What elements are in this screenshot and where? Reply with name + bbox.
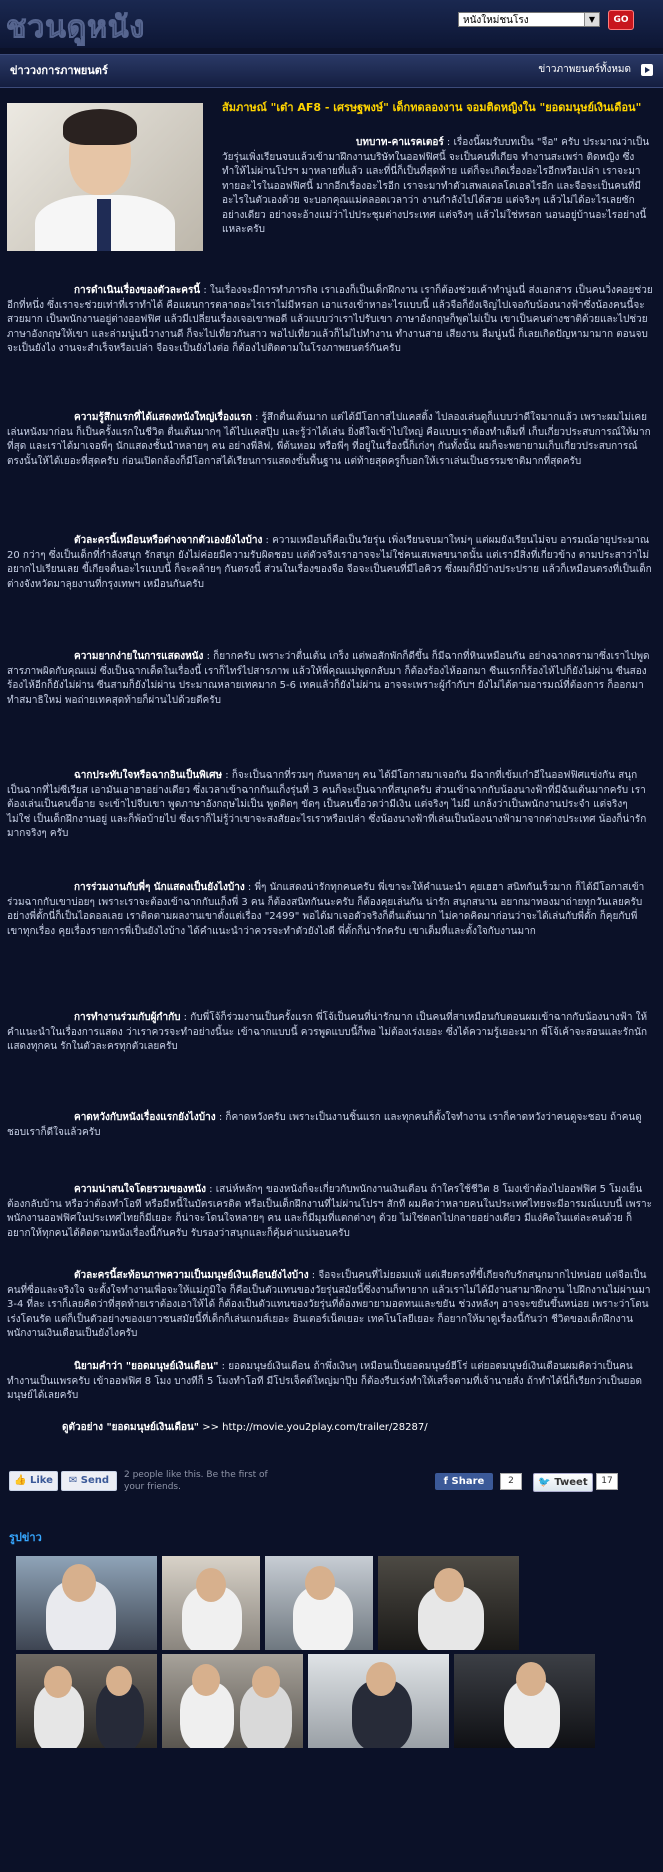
qa-paragraph: [7, 1269, 653, 1342]
trailer-arrow: >>: [202, 1422, 219, 1433]
qa-paragraph: [7, 1183, 653, 1241]
thumbs-up-icon: 👍: [14, 1475, 27, 1486]
chevron-down-icon[interactable]: ▼: [584, 13, 599, 26]
thumb-face: [516, 1662, 546, 1696]
answer: : ในเรื่องจะมีการทำภารกิจ เราเองก็เป็นเด็กฝึกงาน เราก็ต้องช่วยเค้าทำนู่นนี่ ส่งเอกสาร เป็นคนวิ่งคอยช่วยอีกที่หนึ่ง ซึ่งเราจะช่วยเท่าที่เราทำได้ คือแผนการตลาดอะไรเราไม่มีหรอก เอาแรงเข้าหาอะไรแบบนี้ แล้วจือก็ยังเจิญไปเจอกับน้องนางฟ้าซึ่งน้องคนนี้จะสวยมาก เป็นพนักงานอยู่ต่างออฟฟิศ แล้วมีเปลี่ยนเรื่องเจอเขาพอดี แล้วแบบว่าเราไปรับเขา ภาษาอังกฤษก็พูดไม่เป็น เขาเป็นคนต่างชาติด้วยและไปช่วยภาษาอังกฤษให้เขา และล่ามนู่นนี่วางานดี ก็จะไปเที่ยวกันสาว พอไปเที่ยวแล้วก็ไม่ไปทำงาน ทำงานสาย เสียงาน ลืมนู่นนี่ ก็เลยเกิดปัญหามามาก ตอนจบจะเป็นยังไง งานจะสำเร็จหรือเปล่า จือจะเป็นยังไงต่อ ก็ต้องไปติดตามในโรงภาพยนตร์กันครับ: [7, 285, 653, 354]
question: ความน่าสนใจโดยรวมของหนัง: [74, 1184, 206, 1195]
thumb-face: [196, 1568, 226, 1602]
gallery-thumbnail[interactable]: [162, 1556, 260, 1650]
answer: : พี่ๆ นักแสดงน่ารักทุกคนครับ พี่เขาจะให้คำแนะนำ คุยเฮฮา สนิทกันเร็วมาก ก็ได้มีโอกาสเข้าร่วมฉากกับเขาบ่อยๆ เพราะเราจะต้องเข้าฉากกับแก็งพี่ 3 คน ก็ต้องสนิทกันนะครับ ก็ต้องคุยเล่นกัน น่ารัก สนุกสนาน อยากมาทองมาถ่ายทุกวันเลยครับ อย่างพี่ตั้กนี่ก็เป็นไอดอลเลย เราติดตามผลงานเขาตั้งแต่เรื่อง "2499" พอได้มาเจอตัวจริงก็ตื่นเต้นมาก ไม่คาดคิดมาก่อนว่าจะได้เล่นกับพี่ตั้ก ก็คุยกับพี่เขาทุกเรื่อง คุยเรื่องรายการพี่เป็นยังไงบ้าง ได้คำแนะนำว่าควรจะทำตัวยังไงดี พี่ตั้กก็น่ารักครับ เขาเต็มที่และตั้งใจกับงานมาก: [7, 882, 645, 937]
thumb-face: [366, 1662, 396, 1696]
answer: : รู้สึกตื่นเต้นมาก แต่ได้มีโอกาสไปแคสติ้ง ไปลองเล่นดูก็แบบว่าดีใจมากแล้ว เพราะผมไม่เคยเล่นหนังมาก่อน ก็เป็นครั้งแรกในชีวิต ตื่นเต้นมากๆ ได้ไปแคสปุ๊บ และรู้ว่าได้เล่น ยิ่งดีใจเข้าไปใหญ่ คือแบบเราต้องทำเต็มที่ เก็บเกี่ยวประสบการณ์ให้มากที่สุด และเราได้มาเจอพี่ๆ นักแสดงชั้นนำหลายๆ คน อย่างพี่ลิฟ, พี่ต้นหอม หรือพี่ๆ ที่อยู่ในเรื่องนี้ก็เก่งๆ กันทั้งนั้น ผมก็จะพยายามเก็บเกี่ยวประสบการณ์ตรงนั้นให้ได้เยอะที่สุดครับ ก่อนเปิดกล้องก็มีโอกาสได้เรียนการแสดงขั้นพื้นฐาน แต่ท้ายสุดครูก็บอกให้เราเล่นเป็นธรรมชาติมากที่สุดครับ: [7, 412, 651, 467]
question: ความยากง่ายในการแสดงหนัง: [74, 651, 204, 662]
category-select-value: หนังใหม่ชนโรง: [463, 15, 529, 26]
article-headline: สัมภาษณ์ "เต๋า AF8 - เศรษฐพงษ์" เด็กทดลองงาน จอมติดหญิงใน "ยอดมนุษย์เงินเดือน": [222, 101, 642, 114]
site-logo[interactable]: ชวนดูหนัง: [6, 10, 146, 45]
qa-paragraph: [7, 534, 653, 592]
gallery-thumbnail[interactable]: [162, 1654, 303, 1748]
question: ความรู้สึกแรกที่ได้แสดงหนังใหญ่เรื่องแรก: [74, 412, 252, 423]
question: การร่วมงานกับพี่ๆ นักแสดงเป็นยังไงบ้าง: [74, 882, 245, 893]
question: ตัวละครนี้เหมือนหรือต่างจากตัวเองยังไงบ้าง: [74, 535, 263, 546]
answer: : ก็ยากครับ เพราะว่าตื่นเต้น เกร็ง แต่พอสักพักก็ดีขึ้น ก็มีฉากที่หินเหมือนกัน อย่างฉากดรามาซึ่งเราไปพูดสารภาพผิดกับคุณแม่ ซึ่งเป็นฉากเด็ดในเรื่องนี้ เราก็ไทร์ไปสารภาพ แล้วให้พี่คุณแม่พูดกลับมา ก็ต้องร้องไห้ออกมา ซีนแรกก็ร้องไห้ไปก็ยังไม่ผ่าน ซีนสองร้องไห้อีกก็ยังไม่ผ่าน ซีนสามก็ยังไม่ผ่าน ประมาณหลายเทคมาก 5-6 เทคแล้วก็ยังไม่ผ่าน อาจจะเพราะผู้กำกับฯ ยังไม่ได้ตามอารมณ์ที่ต้องการ ก็ออกมาทำสมาธิใหม่ พอถ่ายเทคสุดท้ายก็ผ่านไปด้วยดีครับ: [7, 651, 650, 706]
section-title: ข่าววงการภาพยนตร์: [10, 64, 108, 77]
send-label: Send: [80, 1475, 110, 1486]
lead-text: : เรื่องนี้ผมรับบทเป็น "จือ" ครับ ประมาณว่าเป็นวัยรุ่นเพิ่งเรียนจบแล้วเข้ามาฝึกงานบริษัทในออฟฟิศนี้ จะเป็นคนที่เกียจ ทำงานสะเพร่า ติดหญิง ซึ่งทำให้ไม่ผ่านโปรฯ มาหลายที่แล้ว และที่นี่ก็เป็นที่สุดท้าย แต่ก็จะเกิดเรื่องอะไรอีกหรือเปล่า เราจะมาทายอะไรในออฟฟิศนี้ มากอีกเรื่องอะไรอีก เราจะมาทำตัวเสพลเดลโดเอลไรอีก และจือจะเป็นคนที่มีอะไรในตัวเองด้วย จะบอกคุณแม่ตลอดเวลาว่า งานกำลังไปได้สวย แต่จริงๆ แล้วไม่ได้อะไรเลยซักอย่างเดียว อย่างจะอ้างแม่ว่าไปประชุมต่างประเทศ แต่จริงๆ แล้วไม่ใช่หรอก นอนอยู่บ้านอะไรอย่างนี้แหละครับ: [222, 137, 650, 235]
all-news-link[interactable]: ข่าวภาพยนตร์ทั้งหมด: [538, 64, 631, 75]
article-photo: [7, 103, 203, 251]
twitter-icon: 🐦: [538, 1477, 551, 1488]
question: ตัวละครนี้สะท้อนภาพความเป็นมนุษย์เงินเดือนยังไงบ้าง: [74, 1270, 309, 1281]
thumb-face: [305, 1566, 335, 1600]
facebook-send-button[interactable]: [61, 1471, 117, 1491]
qa-paragraph: [7, 1011, 653, 1055]
article-lead: [222, 136, 654, 238]
tweet-label: Tweet: [554, 1477, 588, 1488]
trailer-link[interactable]: http://movie.you2play.com/trailer/28287/: [222, 1422, 428, 1433]
share-count: 2: [500, 1473, 522, 1490]
go-button[interactable]: GO: [608, 10, 634, 30]
answer: : กับพี่โจ้ก็ร่วมงานเป็นครั้งแรก พี่โจ้เป็นคนที่น่ารักมาก เป็นคนที่สาเหมือนกับตอนผมเข้าฉากกับน้องนางฟ้า ให้คำแนะนำในเรื่องการแสดง ว่าเราควรจะทำอย่างนี้นะ เข้าฉากแบบนี้ ควรพูดแบบนี้ก็พอ ไม่ต้องเร่งเยอะ ซึ่งได้ความรู้เยอะมาก พี่โจ้เค้าจะสอนและรักนักแสดงทุกคน รักในตัวละครทุกตัวเลยครับ: [7, 1012, 648, 1052]
send-icon: ✉: [68, 1475, 78, 1486]
answer: : จือจะเป็นคนที่ไม่ยอมแพ้ แต่เสียตรงที่ขี้เกียจกับรักสนุกมากไปหน่อย แต่จือเป็นคนที่ซื่อและจริงใจ จะตั้งใจทำงานเพื่อจะให้แม่ภูมิใจ ก็คือเป็นตัวแทนของวัยรุ่นสมัยนี้ซึ่งงานก็หายาก แล้วเราไม่ได้มีงานสามาฝึกงาน ไปฝึกงานไม่ผ่านมา 3-4 ที่ละ เราก็เลยคิดว่าที่สุดท้ายเราต้องเอาให้ได้ ก็ต้องเป็นตัวแทนของวัยรุ่นที่ต้องพยายามอดทนและขยัน ช่วงหลังๆ อาจจะขยันขึ้นหน่อย เพราะว่าโดนเร่งโดนรัด แต่ก็เป็นตัวอย่างของเยาวชนสมัยนี้ที่เด็กก็เล่นเกมส์เยอะ อินเตอร์เน็ตเยอะ เทคโนโลยีเยอะ ก็อยากให้มาดูเรื่องนี้กันว่า ชีวิตของเด็กฝึกงาน พนักงานเงินเดือนเป็นยังไงครับ: [7, 1270, 651, 1339]
like-label: Like: [29, 1475, 53, 1486]
qa-paragraph: [7, 1111, 653, 1140]
thumb-face: [106, 1666, 132, 1696]
question: คาดหวังกับหนังเรื่องแรกยังไงบ้าง: [74, 1112, 216, 1123]
qa-paragraph: [7, 1360, 653, 1404]
arrow-right-icon[interactable]: [641, 64, 653, 76]
thumb-face: [44, 1666, 72, 1698]
question: ฉากประทับใจหรือฉากอินเป็นพิเศษ: [74, 770, 223, 781]
answer: : ความเหมือนก็คือเป็นวัยรุ่น เพิ่งเรียนจบมาใหม่ๆ แต่ผมยังเรียนไม่จบ อารมณ์อายุประมาณ 20 กว่าๆ ซึ่งเป็นเด็กที่กำลังสนุก รักสนุก ยังไม่ค่อยมีความรับผิดชอบ แต่ตัวจริงเราอาจจะไม่ใช่คนเสเพลขนาดนั้น แต่เรามีสิ่งที่เกี่ยวข้าง ตามประสาว่าไม่อยากไปเรียนเลย ขี้เกียจตื่นอะไรแบบนี้ ก็จะคล้ายๆ กันตรงนี้ ส่วนในเรื่องของจือ จือจะเป็นคนที่มีไอคิวร ซึ่งผมก็มีบ้างประปราย แล้วก็เหมือนตรงที่เป็นเด็กต่างจังหวัดมาลุยงานที่กรุงเทพฯ เหมือนกันครับ: [7, 535, 652, 590]
gallery-thumbnail[interactable]: [16, 1556, 157, 1650]
facebook-like-button[interactable]: [9, 1471, 58, 1491]
gallery-title: รูปข่าว: [9, 1531, 42, 1544]
question: นิยามคำว่า "ยอดมนุษย์เงินเดือน": [74, 1361, 219, 1372]
trailer-line: [62, 1421, 642, 1436]
category-select[interactable]: [458, 12, 600, 27]
answer: : เสน่ห์หลักๆ ของหนังก็จะเกี่ยวกับพนักงานเงินเดือน ถ้าใครใช้ชีวิต 8 โมงเข้าต้องไปออฟฟิศ 5 โมงเย็นต้องกลับบ้าน หรือว่าต้องทำโอที หรือมีหนี้ในบัตรเครดิต หรือเป็นเด็กฝึกงานที่ไม่ผ่านโปรฯ สักที ผมคิดว่าหลายคนในประเทศไทยจะมีอารมณ์แบบนี้ เพราะพนักงานออฟฟิศในประเทศไทยก็มีเยอะ ก็น่าจะโดนใจหลายๆ คน และก็มีมุมที่แตกต่างๆ ด้วย ไม่ใช่ตลกไปกลายอย่างเดียว มีแง่คิดในแต่ละคนด้วย ก็อยากให้ทุกคนได้ติดตามหนังเรื่องนี้กันครับ รับรองว่าสนุกและก็คุ้มค่าแน่นอนครับ: [7, 1184, 652, 1239]
answer: : ก็จะเป็นฉากที่รวมๆ กันหลายๆ คน ได้มีโอกาสมาเจอกัน มีฉากที่เข้มเก๋าอีในออฟฟิศแข่งกัน สนุก เป็นฉากที่ไม่ซีเรียส เอามันเอาฮาอย่างเดียว ซึ่งเวลาเข้าฉากกันแก็งรุ่นที่ 3 คนก็จะเป็นฉากที่สนุกครับ ส่วนเข้าฉากกับน้องนางฟ้าที่มีฉันเต้นมากครับ เราต้องเล่นเป็นคนขี้อาย จะเข้าไปจีบเขา พูดภาษาอังกฤษไม่เป็น พูดติดๆ ขัดๆ เป็นคนขี้อวดว่ามีเงิน แต่จริงๆ ไม่มี แกล้งว่าเป็นพนักงานประจำ แต่จริงๆ ไม่ใช่ เป็นเด็กฝึกงานอยู่ และก็พ้อบ้ายไป ซึ่งเราก็ไม่รู้ว่าเขาจะสงสัยอะไรเราหรือเปล่า ซึ่งน้องนางฟ้าที่เล่นเป็นน้องนางฟ้ามาจากต่างประเทศ น้องก็น่ารักมากจริงๆ ครับ: [7, 770, 647, 839]
facebook-icon: f: [443, 1476, 449, 1487]
thumb-face: [62, 1564, 96, 1602]
photo-hair: [63, 109, 137, 145]
thumb-face: [192, 1664, 220, 1696]
qa-paragraph: [7, 881, 653, 939]
facebook-like-text: 2 people like this. Be the first of your friends.: [124, 1470, 268, 1492]
qa-paragraph: [7, 284, 653, 357]
tweet-button[interactable]: [533, 1473, 593, 1492]
facebook-share-button[interactable]: [435, 1473, 493, 1490]
tweet-count: 17: [596, 1473, 618, 1490]
gallery-thumbnail[interactable]: [308, 1654, 449, 1748]
gallery-thumbnail[interactable]: [378, 1556, 519, 1650]
answer: : ยอดมนุษย์เงินเดือน ถ้าพึ่งเงินๆ เหมือนเป็นยอดมนุษย์ฮีโร่ แต่ยอดมนุษย์เงินเดือนผมคิดว่าเป็นคนทำงานเป็นแพรครับ เข้าออฟฟิศ 8 โมง บางทีก็ 5 โมงทำโอที มีโปรเจ็คต์ใหญ่มาปุ๊บ ก็ต้องรีบเร่งทำให้เสร็จตามที่เจ้านายสั่ง ถ้าทำได้นี่ก็เรียกว่าเป็นยอดมนุษย์ได้เลยครับ: [7, 1361, 643, 1401]
question: การดำเนินเรื่องของตัวละครนี้: [74, 285, 201, 296]
share-label: Share: [451, 1476, 485, 1487]
trailer-label: ดูตัวอย่าง "ยอดมนุษย์เงินเดือน": [62, 1422, 199, 1433]
answer: : ก็คาดหวังครับ เพราะเป็นงานชิ้นแรก และทุกคนก็ตั้งใจทำงาน เราก็คาดหวังว่าคนดูจะชอบ ถ้าคนดูชอบเราก็ดีใจแล้วครับ: [7, 1112, 642, 1138]
qa-paragraph: [7, 650, 653, 708]
gallery-thumbnail[interactable]: [454, 1654, 595, 1748]
section-bar: [0, 54, 663, 88]
thumb-face: [434, 1568, 464, 1602]
gallery-thumbnail[interactable]: [265, 1556, 373, 1650]
question: การทำงานร่วมกับผู้กำกับ: [74, 1012, 181, 1023]
qa-paragraph: [7, 411, 653, 469]
photo-tie: [97, 199, 111, 251]
lead-label: บทบาท-คาแรคเตอร์: [356, 137, 444, 148]
qa-paragraph: [7, 769, 653, 842]
site-header: [0, 0, 663, 48]
thumb-face: [252, 1666, 280, 1698]
gallery-thumbnail[interactable]: [16, 1654, 157, 1748]
